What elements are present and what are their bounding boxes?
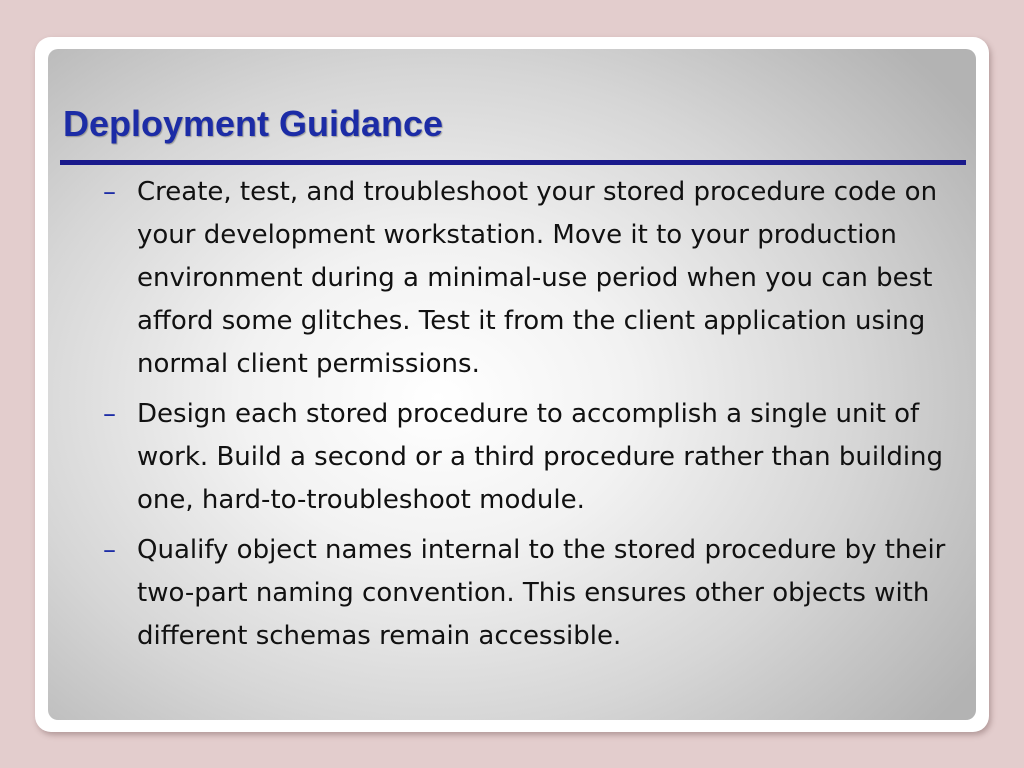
slide-frame (35, 37, 989, 732)
bullet-text: Design each stored procedure to accomplish a single unit of work. Build a second or a third procedure rather than building one, hard-to-troubleshoot module. (137, 399, 944, 515)
slide (48, 49, 976, 720)
bullet-item (103, 529, 973, 658)
bullet-dash: – (103, 535, 116, 565)
bullet-dash: – (103, 399, 116, 429)
bullet-text: Qualify object names internal to the stored procedure by their two-part naming convention. This ensures other objects with different schemas remain accessible. (137, 535, 946, 651)
slide-title: Deployment Guidance (63, 103, 444, 144)
title-underline (60, 160, 966, 165)
bullet-dash: – (103, 177, 116, 207)
bullet-list (103, 171, 973, 665)
bullet-item (103, 393, 973, 522)
bullet-item (103, 171, 973, 386)
bullet-text: Create, test, and troubleshoot your stored procedure code on your development workstation. Move it to your production environment during a minimal-use period when you can best afford some glitches. Test it from the client application using normal client permissions. (137, 177, 938, 379)
